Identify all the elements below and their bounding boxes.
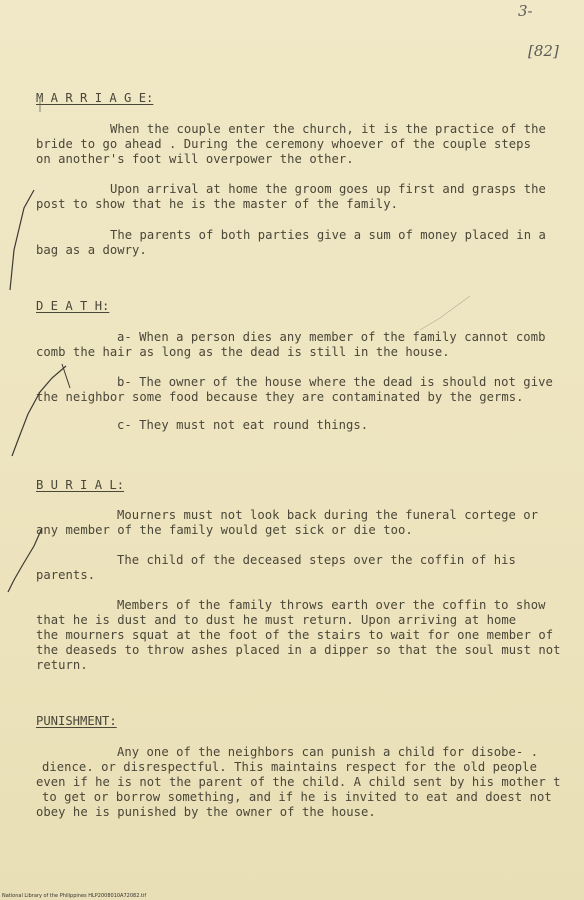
page-number-bracketed: [82] <box>528 42 559 60</box>
death-line: comb the hair as long as the dead is still in the house. <box>36 345 450 359</box>
heading-marriage: M A R R I A G E: <box>36 91 154 105</box>
marriage-line: The parents of both parties give a sum of money placed in a <box>110 228 546 242</box>
burial-line: Members of the family throws earth over the coffin to show <box>117 598 546 612</box>
burial-line: the mourners squat at the foot of the stairs to wait for one member of <box>36 628 554 642</box>
marriage-line: bride to go ahead . During the ceremony whoever of the couple steps <box>36 137 531 151</box>
punishment-line: obey he is punished by the owner of the house. <box>36 805 376 819</box>
marriage-line: on another's foot will overpower the other. <box>36 152 354 166</box>
burial-line: the deaseds to throw ashes placed in a dipper so that the soul must not <box>36 643 561 657</box>
death-line: c- They must not eat round things. <box>117 418 369 432</box>
page-number-handwritten: 3- <box>518 2 533 20</box>
burial-line: that he is dust and to dust he must return. Upon arriving at home <box>36 613 517 627</box>
death-line: the neighbor some food because they are contaminated by the germs. <box>36 390 524 404</box>
marriage-line: bag as a dowry. <box>36 243 147 257</box>
punishment-line: dience. or disrespectful. This maintains respect for the old people <box>42 760 537 774</box>
punishment-line: to get or borrow something, and if he is invited to eat and doest not <box>42 790 552 804</box>
death-line: a- When a person dies any member of the family cannot comb <box>117 330 546 344</box>
marriage-line: post to show that he is the master of the family. <box>36 197 398 211</box>
burial-line: The child of the deceased steps over the coffin of his <box>117 553 516 567</box>
burial-line: Mourners must not look back during the funeral cortege or <box>117 508 539 522</box>
heading-death: D E A T H: <box>36 299 110 313</box>
death-line: b- The owner of the house where the dead is should not give <box>117 375 553 389</box>
punishment-line: even if he is not the parent of the child. A child sent by his mother t <box>36 775 561 789</box>
burial-line: parents. <box>36 568 96 582</box>
heading-burial: B U R I A L: <box>36 478 125 492</box>
heading-punishment: PUNISHMENT: <box>36 714 117 728</box>
marriage-line: Upon arrival at home the groom goes up first and grasps the <box>110 182 546 196</box>
marriage-line: When the couple enter the church, it is the practice of the <box>110 122 546 136</box>
burial-line: any member of the family would get sick or die too. <box>36 523 413 537</box>
punishment-line: Any one of the neighbors can punish a child for disobe- . <box>117 745 539 759</box>
archive-footer: National Library of the Philippines HLP2008010A72082.tif <box>2 893 147 899</box>
burial-line: return. <box>36 658 88 672</box>
